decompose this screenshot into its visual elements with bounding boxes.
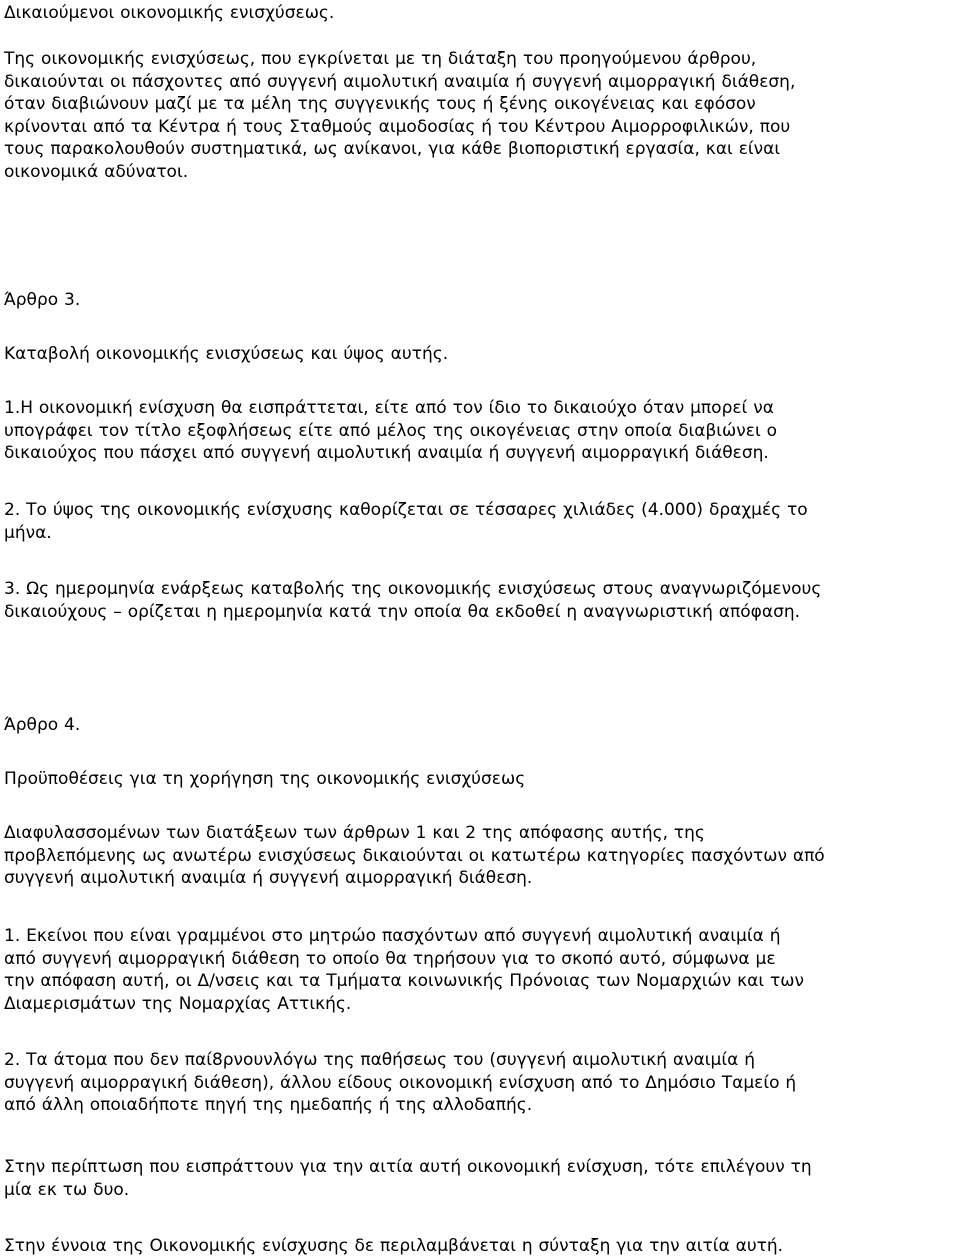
- article-4-note-paragraph: Στην περίπτωση που εισπράττουν για την αιτία αυτή οικονομική ενίσχυση, τότε επιλέγουν τη μία εκ τω δυο.: [4, 1157, 812, 1200]
- article-4-heading: Άρθρο 4.: [4, 715, 81, 735]
- article-3-paragraph-1: 1.Η οικονομική ενίσχυση θα εισπράττεται, είτε από τον ίδιο το δικαιούχο όταν μπορεί να υπογράφει τον τίτλο εξοφλήσεως είτε από μέλος της οικογένειας στην οποία διαβιώνει ο δικαιούχος που πάσχει από συγγενή αιμολυτική αναιμία ή συγγενή αιμορραγική διάθεση.: [4, 398, 778, 463]
- article-3-title: Καταβολή οικονομικής ενισχύσεως και ύψος αυτής.: [4, 344, 449, 364]
- section-heading-beneficiaries: Δικαιούμενοι οικονομικής ενισχύσεως.: [4, 3, 335, 23]
- paragraph-beneficiaries: Της οικονομικής ενισχύσεως, που εγκρίνεται με τη διάταξη του προηγούμενου άρθρου, δικαιούνται οι πάσχοντες από συγγενή αιμολυτική αναιμία ή συγγενή αιμορραγική διάθεση, όταν διαβιώνουν μαζί με τα μέλη της συγγενικής τους ή ξένης οικογένειας και εφόσον κρίνονται από τα Κέντρα ή τους Σταθμούς αιμοδοσίας ή του Κέντρου Αιμορροφιλικών, που τους παρακολουθούν συστηματικά, ως ανίκανοι, για κάθε βιοποριστική εργασία, και είναι οικονομικά αδύνατοι.: [4, 49, 796, 182]
- article-4-item-2: 2. Τα άτομα που δεν παί8ρνουνλόγω της παθήσεως του (συγγενή αιμολυτική αναιμία ή συγγενή αιμορραγική διάθεση), άλλου είδους οικονομική ενίσχυση από το Δημόσιο Ταμείο ή από άλλη οποιαδήποτε πηγή της ημεδαπής ή της αλλοδαπής.: [4, 1050, 797, 1115]
- article-3-paragraph-3: 3. Ως ημερομηνία ενάρξεως καταβολής της οικονομικής ενισχύσεως στους αναγνωριζόμενους δικαιούχους – ορίζεται η ημερομηνία κατά την οποία θα εκδοθεί η αναγνωριστική απόφαση.: [4, 579, 822, 622]
- article-3-paragraph-2: 2. Το ύψος της οικονομικής ενίσχυσης καθορίζεται σε τέσσαρες χιλιάδες (4.000) δραχμές το μήνα.: [4, 500, 808, 543]
- article-4-intro-paragraph: Διαφυλασσομένων των διατάξεων των άρθρων 1 και 2 της απόφασης αυτής, της προβλεπόμενης ως ανωτέρω ενισχύσεως δικαιούνται οι κατωτέρω κατηγορίες πασχόντων από συγγενή αιμολυτική αναιμία ή συγγενή αιμορραγική διάθεση.: [4, 823, 825, 888]
- article-4-title: Προϋποθέσεις για τη χορήγηση της οικονομικής ενισχύσεως: [4, 769, 526, 789]
- article-4-item-1: 1. Εκείνοι που είναι γραμμένοι στο μητρώο πασχόντων από συγγενή αιμολυτική αναιμία ή από συγγενή αιμορραγική διάθεση το οποίο θα τηρήσουν για το σκοπό αυτό, σύμφωνα με την απόφαση αυτή, οι Δ/νσεις και τα Τμήματα κοινωνικής Πρόνοιας των Νομαρχιών και των Διαμερισμάτων της Νομαρχίας Αττικής.: [4, 926, 804, 1014]
- article-3-heading: Άρθρο 3.: [4, 290, 81, 310]
- article-4-final-paragraph: Στην έννοια της Οικονομικής ενίσχυσης δε περιλαμβάνεται η σύνταξη για την αιτία αυτή.: [4, 1236, 784, 1256]
